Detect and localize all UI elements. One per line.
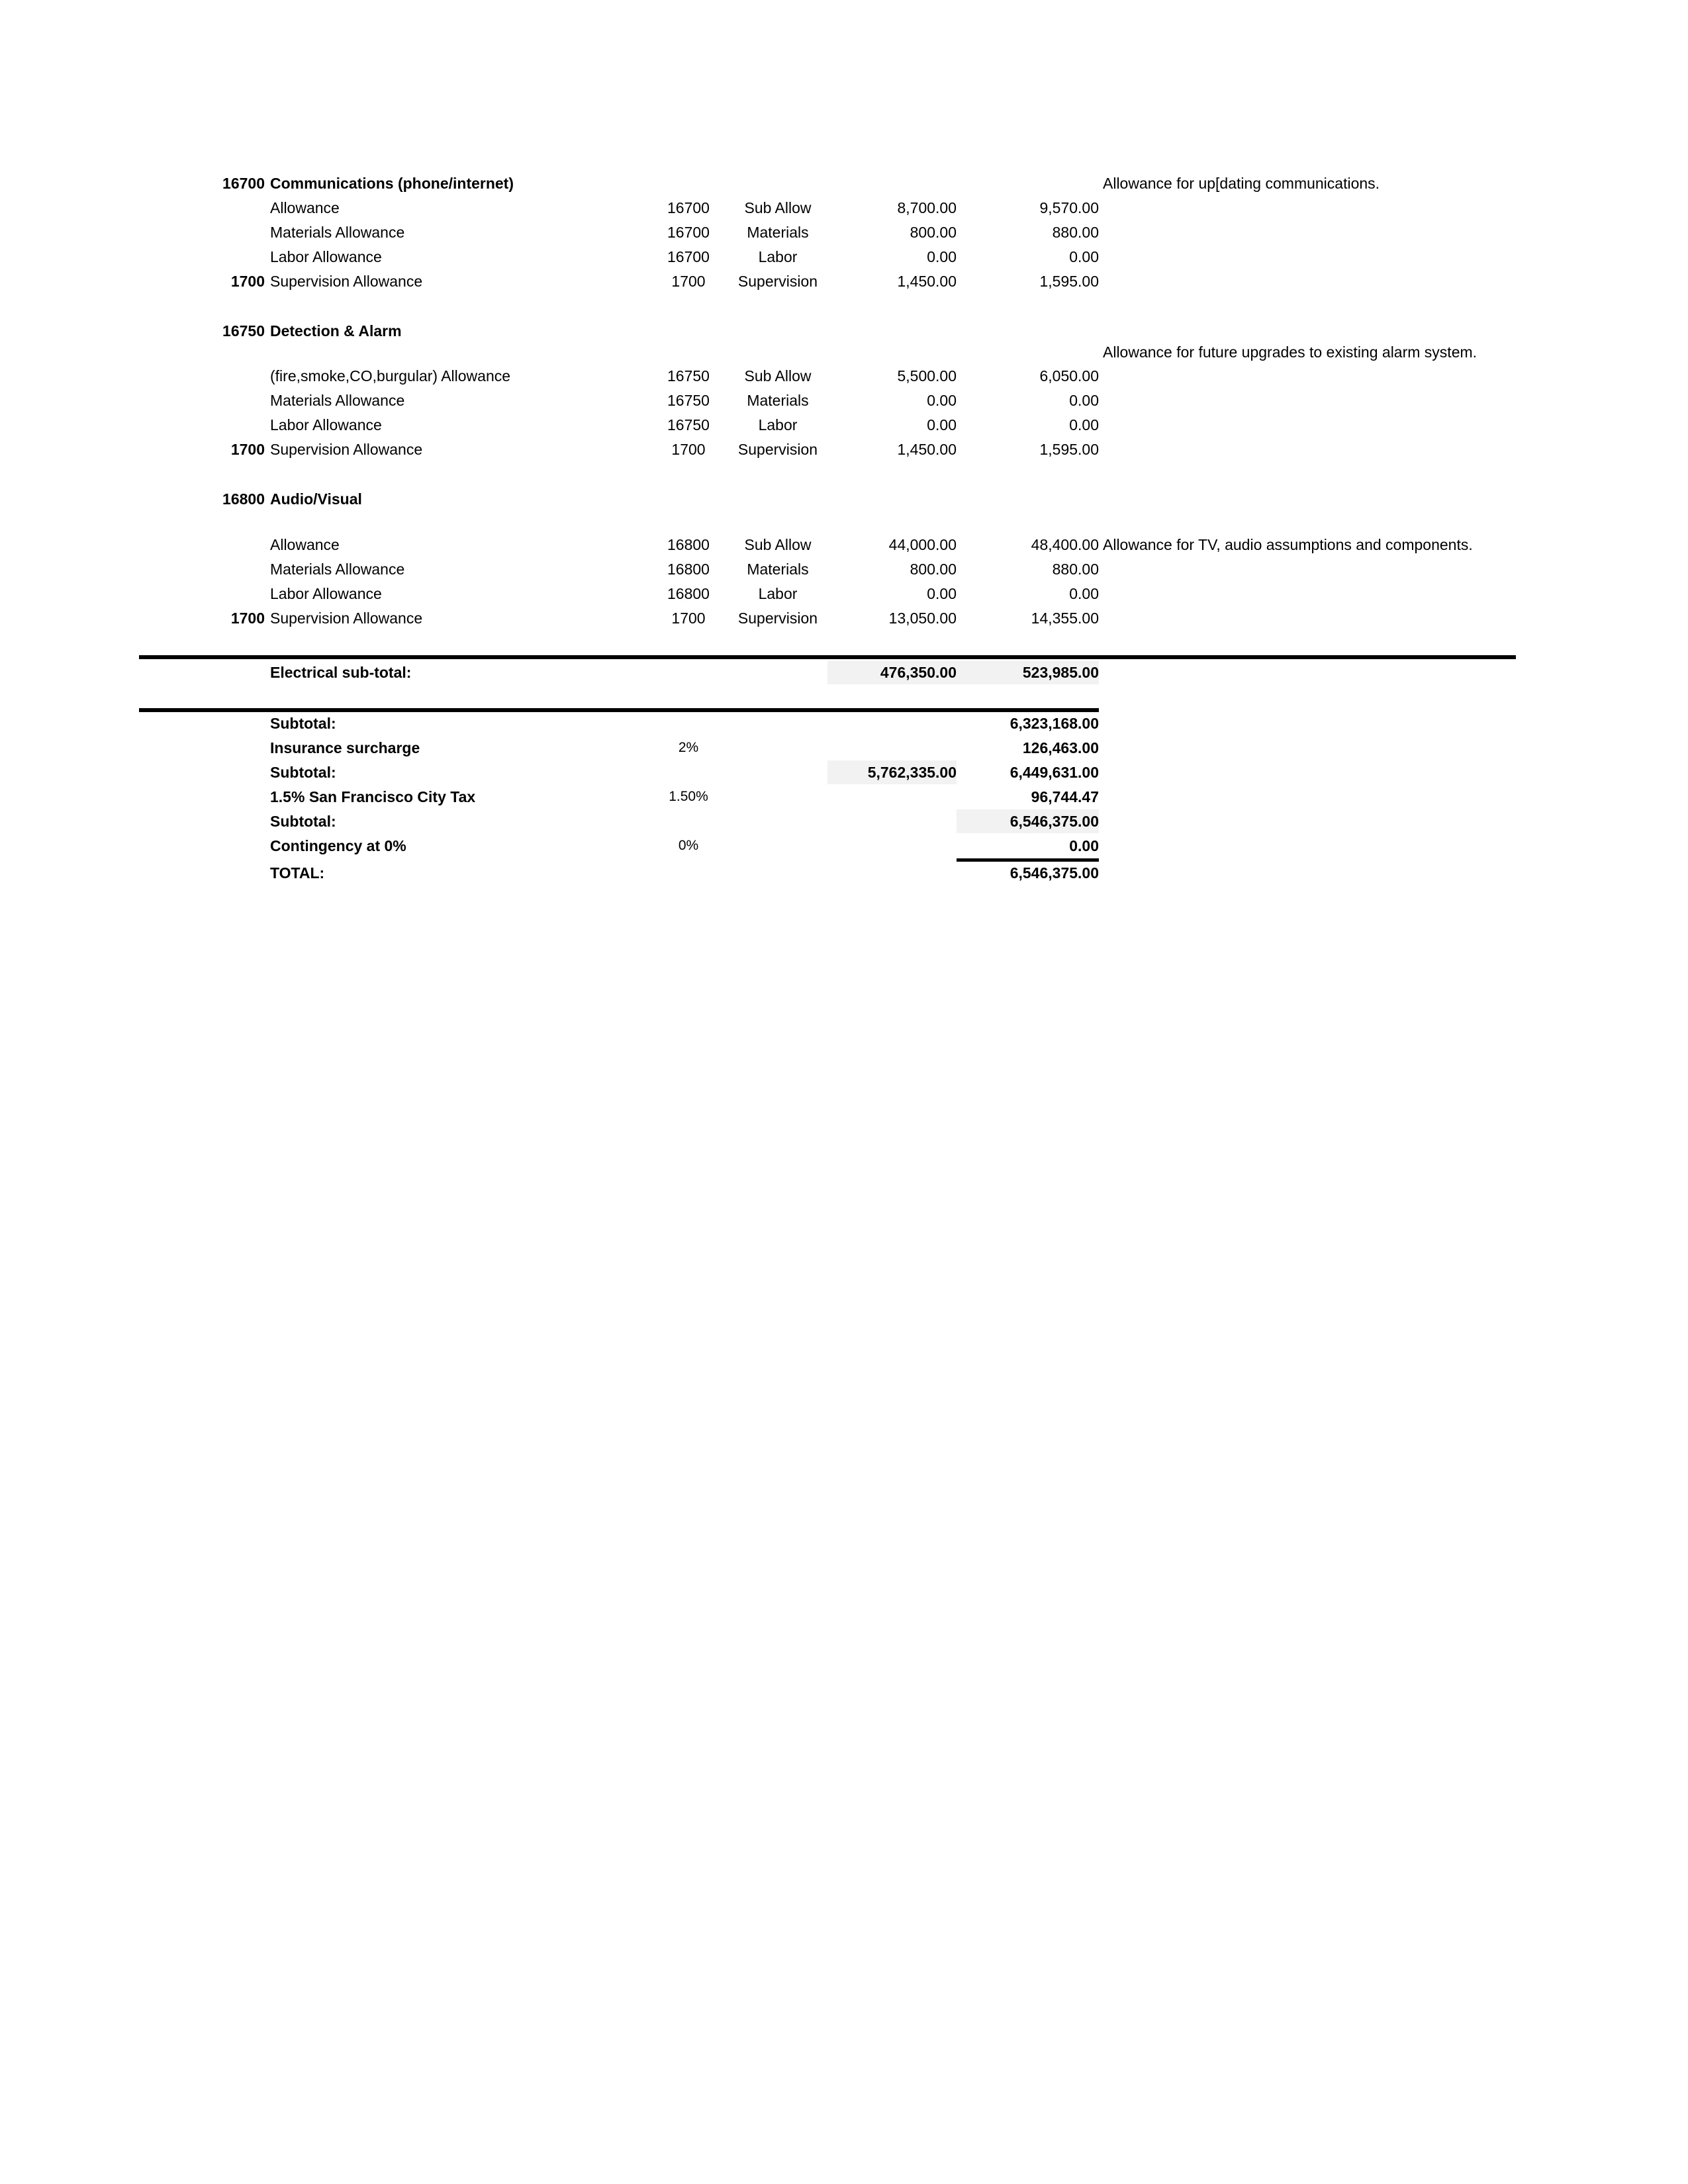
total-rule bbox=[957, 858, 1099, 862]
line-item-value: 44,000.00 bbox=[888, 536, 957, 553]
line-item-value-markup: 9,570.00 bbox=[1039, 199, 1099, 216]
line-item-cost-code: 16700 bbox=[667, 199, 710, 216]
line-item-desc: Materials Allowance bbox=[270, 224, 405, 241]
summary-rate: 2% bbox=[678, 740, 699, 755]
line-item-desc: Labor Allowance bbox=[270, 248, 382, 265]
section-title: Detection & Alarm bbox=[270, 322, 402, 340]
line-item-desc: Materials Allowance bbox=[270, 561, 405, 578]
line-item-value-markup: 14,355.00 bbox=[1031, 610, 1099, 627]
line-item-value-markup: 880.00 bbox=[1052, 561, 1099, 578]
line-item-value-markup: 0.00 bbox=[1069, 416, 1099, 433]
summary-rate: 1.50% bbox=[669, 789, 708, 804]
line-item-cost-code: 16750 bbox=[667, 392, 710, 409]
line-item-cost-code: 1700 bbox=[671, 441, 706, 458]
line-item-value: 1,450.00 bbox=[897, 441, 957, 458]
line-item-value: 0.00 bbox=[927, 416, 957, 433]
line-item-type: Sub Allow bbox=[744, 536, 812, 553]
line-item-value-markup: 0.00 bbox=[1069, 585, 1099, 602]
total-label: TOTAL: bbox=[270, 864, 325, 882]
summary-label: Subtotal: bbox=[270, 813, 336, 830]
divider-rule bbox=[139, 655, 1516, 659]
summary-value: 6,546,375.00 bbox=[1009, 813, 1099, 830]
line-item-type: Labor bbox=[758, 416, 798, 433]
section-note: Allowance for up[dating communications. bbox=[1103, 175, 1380, 192]
line-item-value: 0.00 bbox=[927, 392, 957, 409]
line-item-value: 1,450.00 bbox=[897, 273, 957, 290]
line-item-type: Supervision bbox=[737, 273, 818, 290]
summary-value: 96,744.47 bbox=[1031, 788, 1099, 805]
line-item-cost-code: 16800 bbox=[667, 585, 710, 602]
line-item-value-markup: 48,400.00 bbox=[1031, 536, 1099, 553]
line-item-value: 8,700.00 bbox=[897, 199, 957, 216]
summary-label: Contingency at 0% bbox=[270, 837, 406, 854]
electrical-subtotal-label: Electrical sub-total: bbox=[270, 664, 412, 681]
line-item-value-markup: 1,595.00 bbox=[1039, 441, 1099, 458]
line-item-desc: Allowance bbox=[270, 199, 340, 216]
line-item-cost-code: 16700 bbox=[667, 248, 710, 265]
line-item-value: 800.00 bbox=[910, 561, 957, 578]
summary-label: Subtotal: bbox=[270, 764, 336, 781]
line-item-desc: Supervision Allowance bbox=[270, 610, 423, 627]
section-code: 16800 bbox=[222, 490, 265, 508]
line-item-value-markup: 880.00 bbox=[1052, 224, 1099, 241]
summary-value: 0.00 bbox=[1069, 837, 1099, 854]
line-item-type: Materials bbox=[747, 224, 809, 241]
electrical-subtotal-value: 476,350.00 bbox=[880, 664, 957, 681]
section-code: 16750 bbox=[222, 322, 265, 340]
summary-label: Subtotal: bbox=[270, 715, 336, 732]
line-item-desc: Materials Allowance bbox=[270, 392, 405, 409]
line-item-type: Labor bbox=[758, 585, 798, 602]
line-item-value: 5,500.00 bbox=[897, 367, 957, 385]
line-item-number: 1700 bbox=[230, 273, 265, 290]
line-item-cost-code: 16800 bbox=[667, 536, 710, 553]
total-value: 6,546,375.00 bbox=[1009, 864, 1099, 882]
line-item-desc: Labor Allowance bbox=[270, 585, 382, 602]
line-item-value: 0.00 bbox=[927, 248, 957, 265]
line-item-value-markup: 6,050.00 bbox=[1039, 367, 1099, 385]
line-item-desc: Labor Allowance bbox=[270, 416, 382, 433]
line-item-cost-code: 1700 bbox=[671, 610, 706, 627]
summary-value: 6,323,168.00 bbox=[1009, 715, 1099, 732]
line-item-cost-code: 16800 bbox=[667, 561, 710, 578]
line-item-desc: Supervision Allowance bbox=[270, 441, 423, 458]
line-item-type: Labor bbox=[758, 248, 798, 265]
summary-label: Insurance surcharge bbox=[270, 739, 420, 756]
line-item-type: Supervision bbox=[737, 441, 818, 458]
section-title: Communications (phone/internet) bbox=[270, 175, 514, 192]
line-item-cost-code: 16700 bbox=[667, 224, 710, 241]
line-item-value: 800.00 bbox=[910, 224, 957, 241]
line-item-type: Supervision bbox=[737, 610, 818, 627]
line-item-cost-code: 1700 bbox=[671, 273, 706, 290]
line-item-type: Materials bbox=[747, 561, 809, 578]
line-item-desc: Allowance bbox=[270, 536, 340, 553]
electrical-subtotal-value-markup: 523,985.00 bbox=[1022, 664, 1099, 681]
line-item-value: 13,050.00 bbox=[888, 610, 957, 627]
line-item-desc: Supervision Allowance bbox=[270, 273, 423, 290]
section-note: Allowance for TV, audio assumptions and components. bbox=[1103, 536, 1473, 553]
summary-value-base: 5,762,335.00 bbox=[867, 764, 957, 781]
line-item-type: Materials bbox=[747, 392, 809, 409]
line-item-type: Sub Allow bbox=[744, 367, 812, 385]
section-note: Allowance for future upgrades to existing alarm system. bbox=[1103, 343, 1477, 361]
summary-value: 6,449,631.00 bbox=[1009, 764, 1099, 781]
summary-rate: 0% bbox=[678, 838, 699, 853]
line-item-value: 0.00 bbox=[927, 585, 957, 602]
line-item-number: 1700 bbox=[230, 610, 265, 627]
summary-label: 1.5% San Francisco City Tax bbox=[270, 788, 476, 805]
line-item-value-markup: 0.00 bbox=[1069, 392, 1099, 409]
line-item-type: Sub Allow bbox=[744, 199, 812, 216]
line-item-value-markup: 1,595.00 bbox=[1039, 273, 1099, 290]
summary-value: 126,463.00 bbox=[1022, 739, 1099, 756]
section-code: 16700 bbox=[222, 175, 265, 192]
line-item-cost-code: 16750 bbox=[667, 367, 710, 385]
section-title: Audio/Visual bbox=[270, 490, 362, 508]
line-item-cost-code: 16750 bbox=[667, 416, 710, 433]
line-item-desc: (fire,smoke,CO,burgular) Allowance bbox=[270, 367, 511, 385]
line-item-value-markup: 0.00 bbox=[1069, 248, 1099, 265]
divider-rule bbox=[139, 708, 1099, 712]
line-item-number: 1700 bbox=[230, 441, 265, 458]
